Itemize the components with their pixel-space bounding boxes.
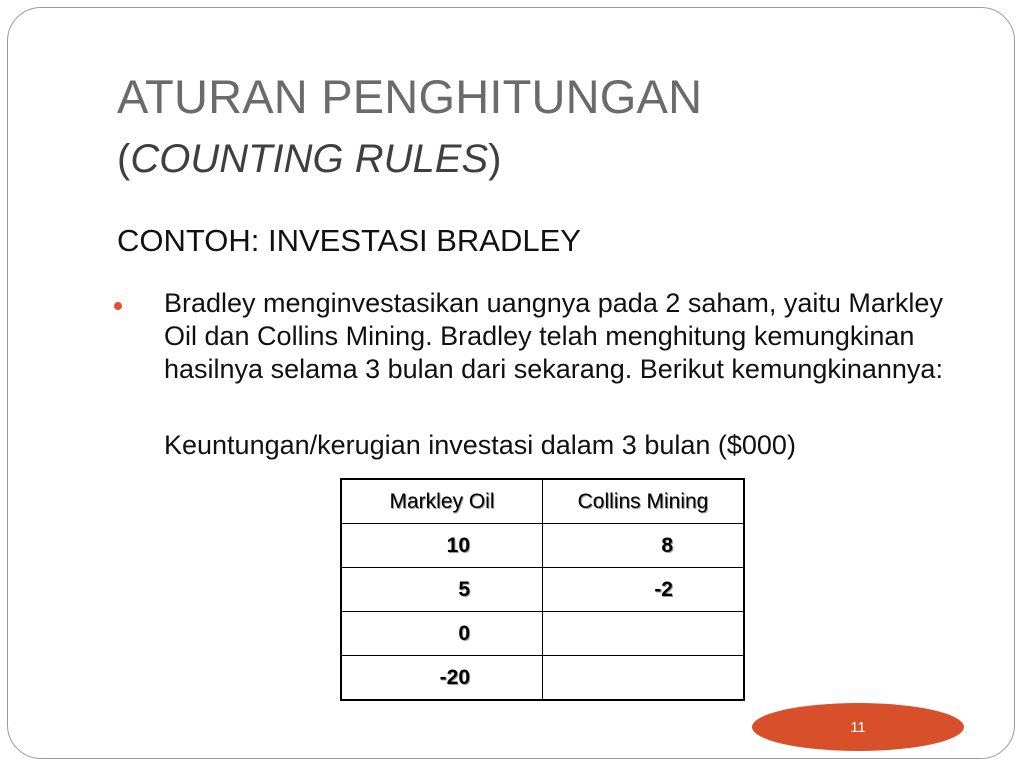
table-cell [341,524,543,568]
subtitle-italic: COUNTING RULES [130,137,489,181]
table-header-row [341,479,744,524]
table-caption: Keuntungan/kerugian investasi dalam 3 bulan ($000) [164,430,796,460]
table-cell [341,612,543,656]
subtitle-open-paren: ( [117,137,131,181]
slide-subtitle [117,134,501,184]
subtitle-close-paren: ) [488,137,502,181]
header-markley-oil: Markley Oil [341,479,543,524]
bullet-dot-icon [114,302,122,310]
table-row [341,612,744,656]
table-row [341,524,744,568]
page-number: 11 [850,718,866,736]
example-heading: CONTOH: INVESTASI BRADLEY [117,223,581,258]
table-cell [543,656,745,701]
cell-value: 0 [458,621,470,645]
bullet-text: Bradley menginvestasikan uangnya pada 2 saham, yaitu Markley Oil dan Collins Mining. Bradley telah menghitung kemungkinan hasilnya selama 3 bulan dari sekarang. Berikut kemungkinannya: [164,288,943,384]
table-row [341,568,744,612]
cell-value: 8 [661,533,673,557]
bullet-item [114,287,974,386]
table-cell [543,524,745,568]
cell-value: -20 [439,665,470,689]
table-row [341,656,744,701]
header-collins-mining: Collins Mining [543,479,745,524]
table-cell [543,568,745,612]
table-cell [341,568,543,612]
cell-value: -2 [654,577,673,601]
table-cell [543,612,745,656]
investment-table [340,478,745,701]
page-number-badge [752,703,964,751]
bullet-list [114,287,974,386]
cell-value: 10 [446,533,470,557]
table-cell [341,656,543,701]
slide-title: ATURAN PENGHITUNGAN [117,70,703,123]
cell-value: 5 [458,577,470,601]
